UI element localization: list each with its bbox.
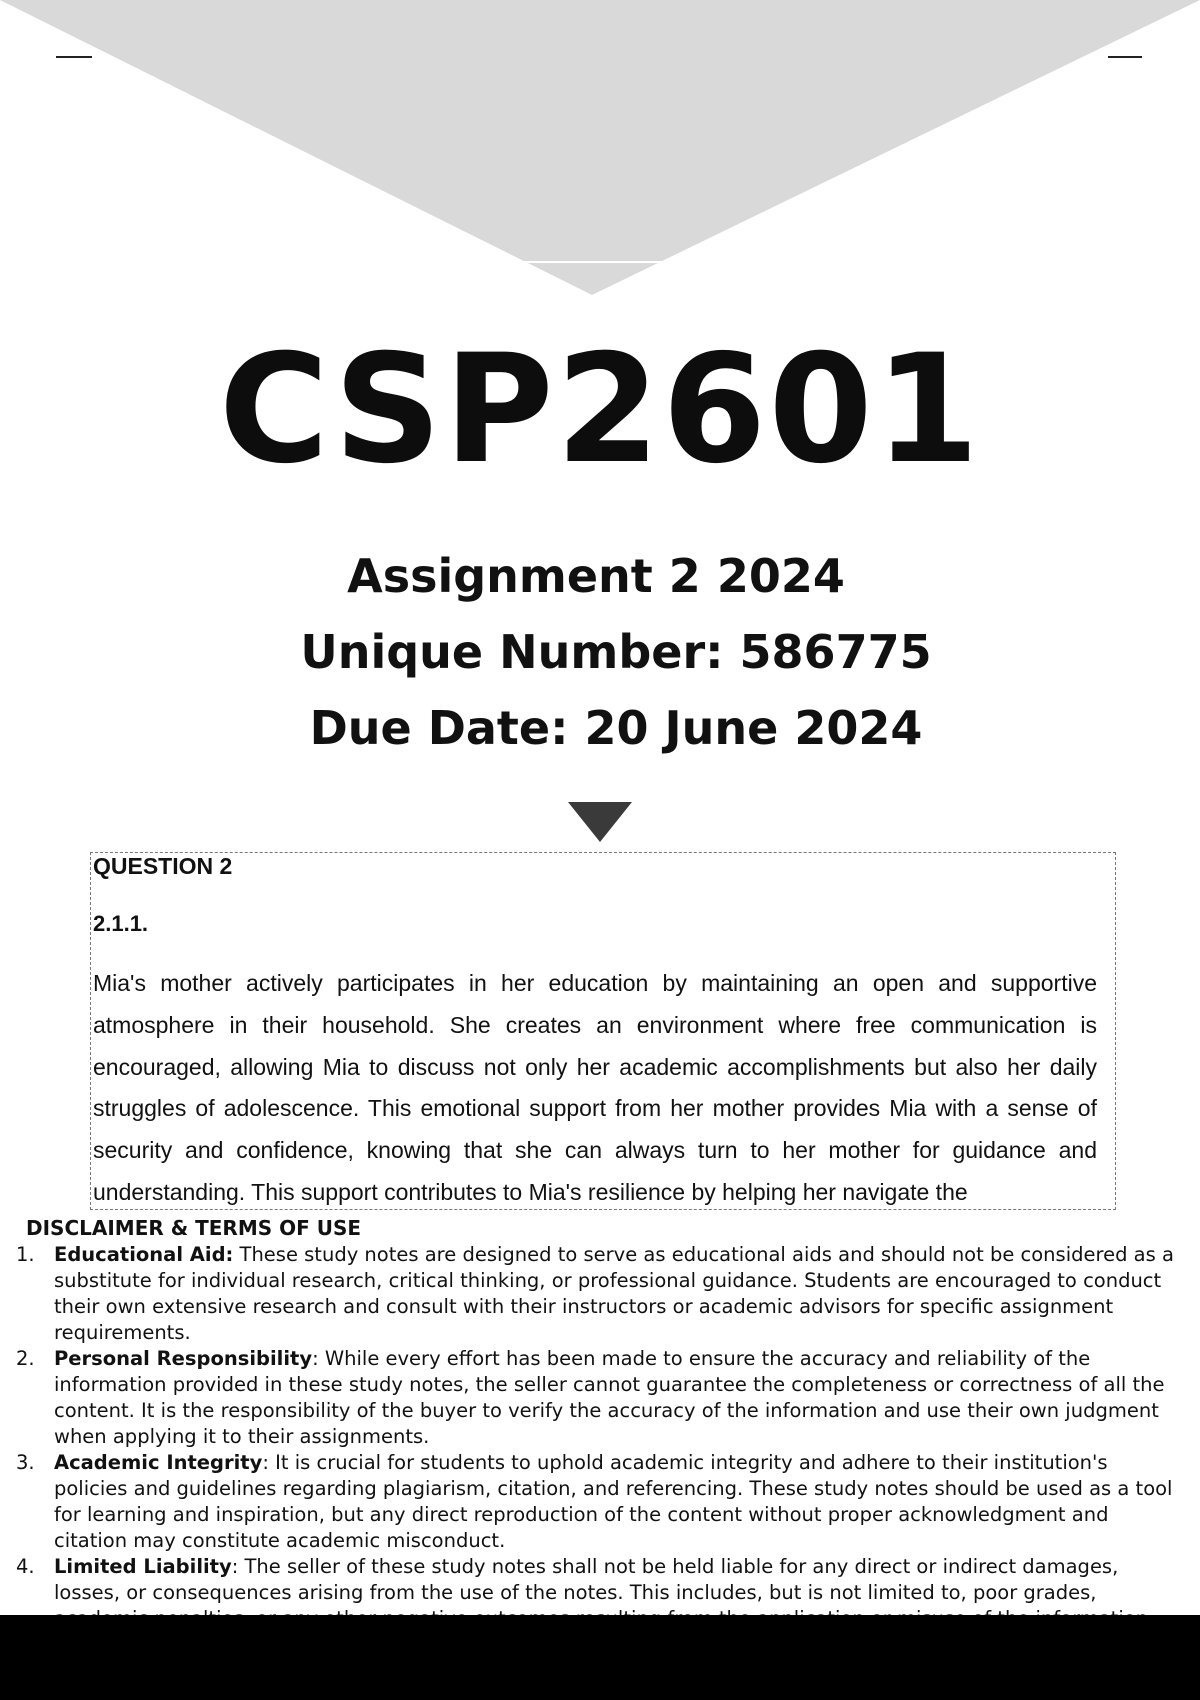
course-code-title: CSP2601 bbox=[218, 323, 982, 497]
answer-paragraph: Mia's mother actively participates in her education by maintaining an open and supportive atmosphere in their household. She creates an environment where free communication is encouraged, allowing Mia to discuss not only her academic accomplishments but also her daily struggles of adolescence. This emotional support from her mother provides Mia with a sense of security and confidence, knowing that she can always turn to her mother for guidance and understanding. This support contributes to Mia's resilience by helping her navigate the bbox=[93, 970, 1097, 1205]
due-date-label: Due Date: 20 June 2024 bbox=[309, 701, 923, 755]
term-title: Academic Integrity bbox=[54, 1451, 263, 1474]
terms-list bbox=[16, 1242, 1186, 1632]
term-text: : It is crucial for students to uphold academic integrity and adhere to their institution's policies and guidelines regarding plagiarism, citation, and referencing. These study notes should be used as a tool for learning and inspiration, but any direct reproduction of the content without proper acknowledgment and citation may constitute academic misconduct. bbox=[54, 1451, 1173, 1552]
unique-number-label: Unique Number: 586775 bbox=[300, 625, 932, 679]
terms-list-item bbox=[16, 1450, 1186, 1554]
term-number: 4. bbox=[16, 1555, 35, 1578]
term-title: Educational Aid: bbox=[54, 1243, 234, 1266]
cover-banner-shape bbox=[0, 0, 1200, 300]
term-title: Personal Responsibility bbox=[54, 1347, 313, 1370]
term-number: 2. bbox=[16, 1347, 35, 1370]
corner-line-left bbox=[56, 56, 92, 58]
bottom-black-bar bbox=[0, 1615, 1200, 1700]
term-number: 3. bbox=[16, 1451, 35, 1474]
corner-line-right bbox=[1108, 56, 1142, 58]
disclaimer-title: DISCLAIMER & TERMS OF USE bbox=[26, 1216, 362, 1240]
question-heading: QUESTION 2 bbox=[93, 853, 233, 879]
terms-list-item bbox=[16, 1346, 1186, 1450]
banner-chevron bbox=[0, 0, 1200, 295]
down-triangle-icon bbox=[568, 802, 632, 842]
term-number: 1. bbox=[16, 1243, 35, 1266]
term-text: : The seller of these study notes shall not be held liable for any direct or indirect damages, losses, or consequences arising from the use of the notes. This includes, but is not limited to, poor grades, bbox=[54, 1555, 1119, 1604]
term-text: : While every effort has been made to ensure the accuracy and reliability of the information provided in these study notes, the seller cannot guarantee the completeness or correctness of all the content. It is the responsibility of the buyer to verify the accuracy of the information and use their own judgment when applying it to their assignments. bbox=[54, 1347, 1165, 1448]
question-excerpt-box bbox=[90, 852, 1116, 1210]
term-title: Limited Liability bbox=[54, 1555, 232, 1578]
assignment-label: Assignment 2 2024 bbox=[347, 549, 845, 603]
terms-list-item bbox=[16, 1242, 1186, 1346]
term-text: These study notes are designed to serve as educational aids and should not be considered as a substitute for individual research, critical thinking, or professional guidance. Students are encouraged to conduct their own extensive research and consult with their instructors or academic advisors for specific assignment requirements. bbox=[54, 1243, 1174, 1344]
question-subheading: 2.1.1. bbox=[93, 911, 149, 936]
